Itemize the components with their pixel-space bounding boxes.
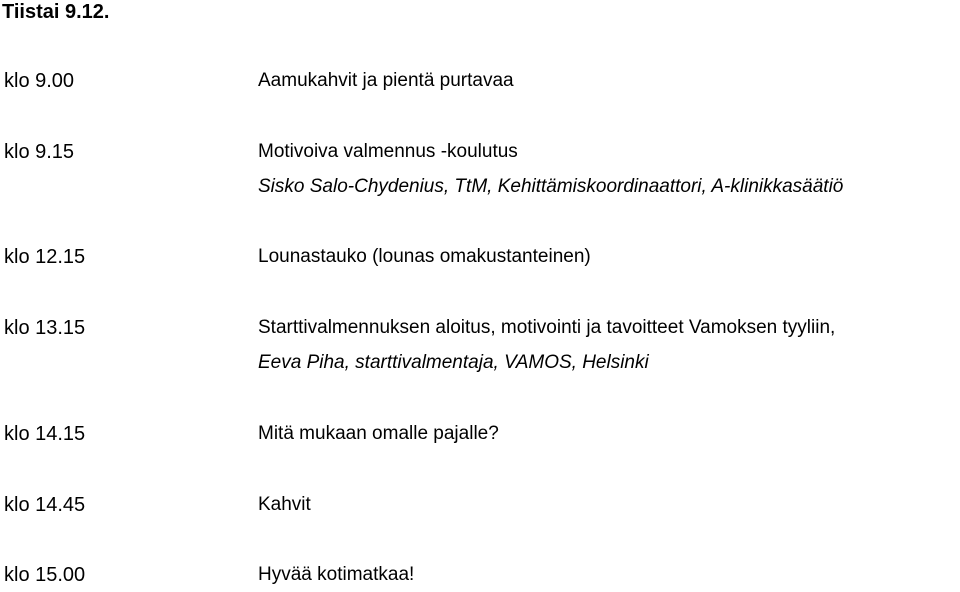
time-label: klo 14.15 <box>4 423 86 445</box>
event-title: Starttivalmennuksen aloitus, motivointi ja tavoitteet Vamoksen tyyliin, <box>258 317 836 338</box>
event-title: Lounastauko (lounas omakustanteinen) <box>258 246 591 267</box>
time-label: klo 12.15 <box>4 246 86 268</box>
event-title: Motivoiva valmennus -koulutus <box>258 141 518 162</box>
time-label: klo 15.00 <box>4 564 86 586</box>
event-speaker: Sisko Salo-Chydenius, TtM, Kehittämiskoordinaattori, A-klinikkasäätiö <box>258 176 844 197</box>
time-label: klo 9.15 <box>4 141 75 163</box>
day-heading: Tiistai 9.12. <box>2 1 110 23</box>
event-title: Hyvää kotimatkaa! <box>258 564 415 585</box>
event-title: Kahvit <box>258 494 311 515</box>
event-speaker: Eeva Piha, starttivalmentaja, VAMOS, Helsinki <box>258 352 649 373</box>
event-title: Mitä mukaan omalle pajalle? <box>258 423 499 444</box>
event-title: Aamukahvit ja pientä purtavaa <box>258 70 514 91</box>
time-label: klo 14.45 <box>4 494 86 516</box>
time-label: klo 13.15 <box>4 317 86 339</box>
time-label: klo 9.00 <box>4 70 75 92</box>
